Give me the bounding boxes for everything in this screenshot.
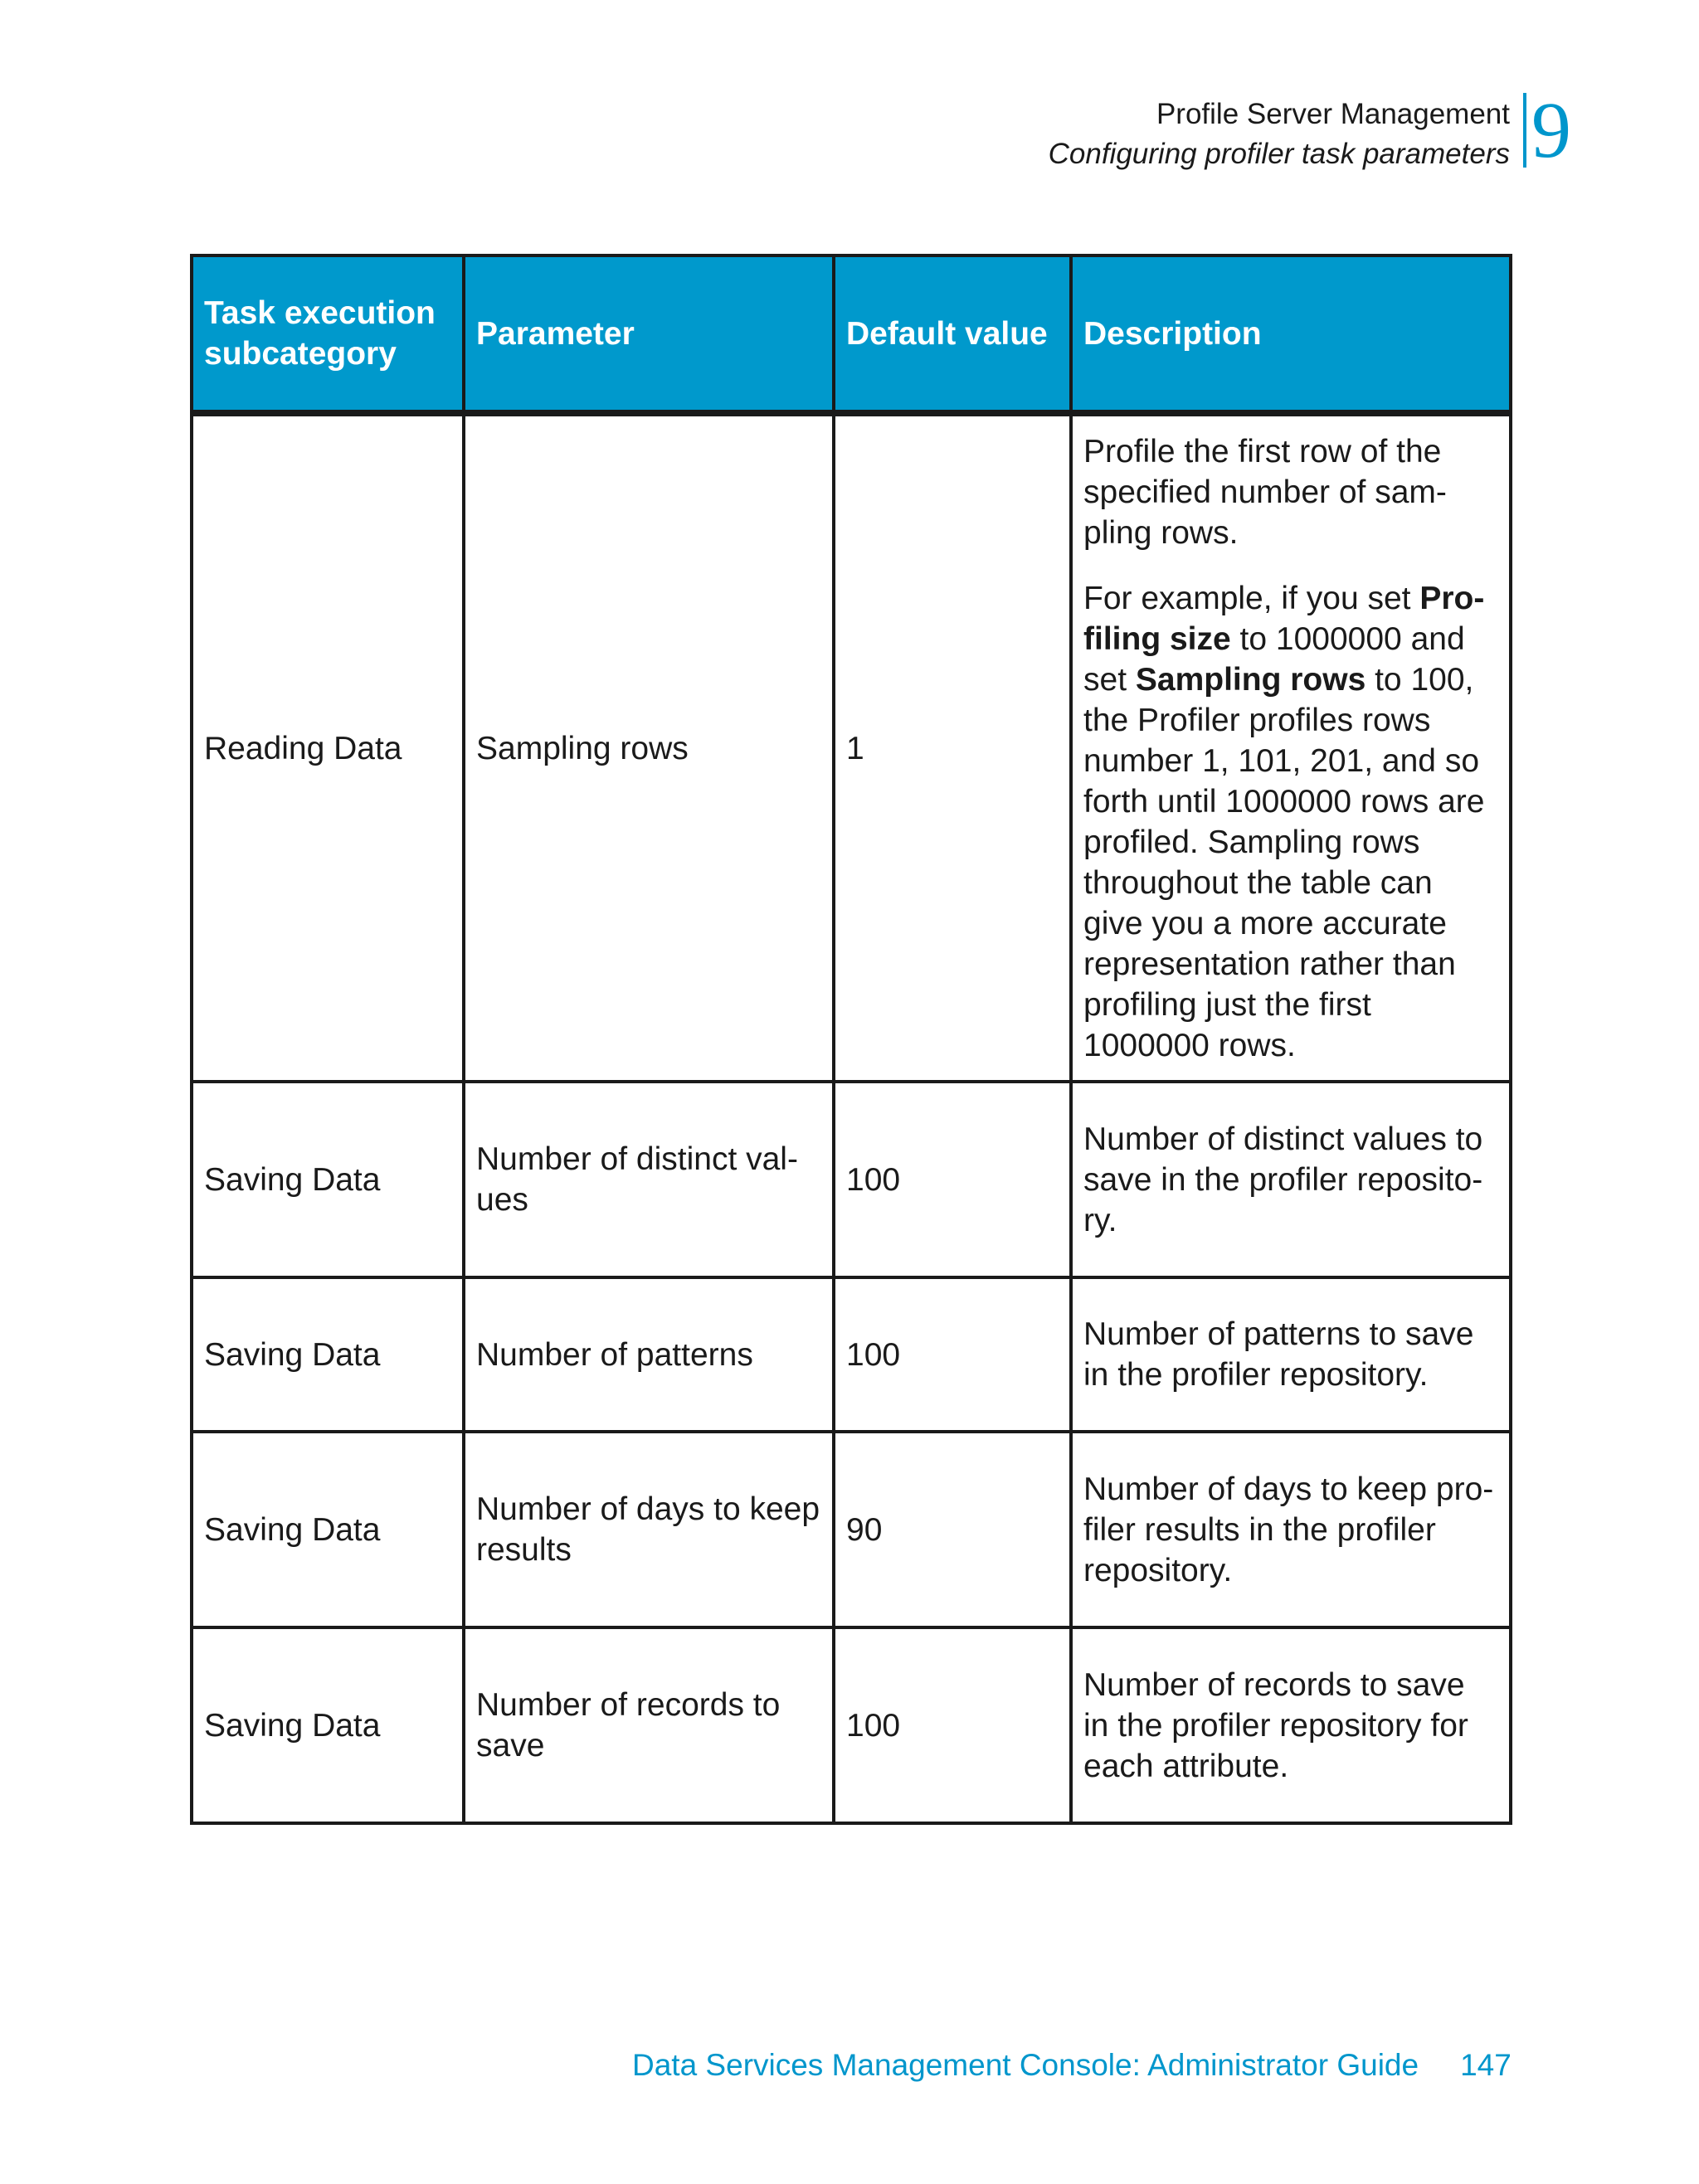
cell-subcategory: Saving Data [192, 1627, 464, 1823]
cell-default-value: 1 [834, 413, 1071, 1082]
running-footer [632, 2045, 1512, 2085]
description-paragraph: Number of patterns to save in the profiler repository. [1083, 1316, 1474, 1393]
table-header-row [192, 255, 1511, 413]
running-header [1049, 95, 1510, 174]
table-row [192, 1277, 1511, 1432]
cell-subcategory: Saving Data [192, 1432, 464, 1627]
cell-description [1071, 1082, 1511, 1277]
chapter-marker [1523, 85, 1571, 174]
cell-parameter: Number of records to save [464, 1627, 834, 1823]
header-section-title: Configuring profiler task parameters [1048, 138, 1510, 170]
cell-default-value: 100 [834, 1627, 1071, 1823]
table-row [192, 1432, 1511, 1627]
description-paragraph: Number of records to save in the profiler repository for each attribute. [1083, 1666, 1468, 1784]
footer-guide-title: Data Services Management Console: Administrator Guide [632, 2048, 1419, 2082]
cell-default-value: 100 [834, 1277, 1071, 1432]
column-header-subcategory: Task execution subcategory [192, 255, 464, 413]
column-header-default-value: Default value [834, 255, 1071, 413]
description-text: to 1000000 and set [1083, 620, 1465, 698]
cell-default-value: 100 [834, 1082, 1071, 1277]
cell-subcategory: Saving Data [192, 1277, 464, 1432]
cell-description [1071, 413, 1511, 1082]
cell-subcategory: Reading Data [192, 413, 464, 1082]
footer-page-number: 147 [1460, 2048, 1512, 2082]
cell-parameter: Number of distinct values [464, 1082, 834, 1277]
description-paragraph [1083, 578, 1498, 1066]
cell-description [1071, 1627, 1511, 1823]
chapter-divider-bar [1523, 93, 1526, 168]
cell-default-value: 90 [834, 1432, 1071, 1627]
cell-description [1071, 1432, 1511, 1627]
cell-parameter: Number of days to keep results [464, 1432, 834, 1627]
description-paragraph: Number of distinct values to save in the profiler repository. [1083, 1121, 1483, 1238]
table-row [192, 1082, 1511, 1277]
profiler-parameters-table [190, 254, 1512, 1825]
cell-parameter: Number of patterns [464, 1277, 834, 1432]
cell-description [1071, 1277, 1511, 1432]
description-bold-term: Profiling size [1083, 580, 1485, 657]
table-row [192, 413, 1511, 1082]
table-row [192, 1627, 1511, 1823]
description-paragraph: Profile the first row of the specified number of sampling rows. [1083, 433, 1447, 551]
description-text: For example, if you set [1083, 580, 1420, 616]
description-text: to 100, the Profiler profiles rows number 1, 101, 201, and so forth until 1000000 rows are profiled. Sampling rows throughout the table can give you a more accurate representation rather than profiling just the first 1000000 rows. [1083, 661, 1485, 1063]
column-header-parameter: Parameter [464, 255, 834, 413]
description-paragraph: Number of days to keep profiler results in the profiler repository. [1083, 1471, 1494, 1588]
cell-parameter: Sampling rows [464, 413, 834, 1082]
header-chapter-title: Profile Server Management [1156, 98, 1510, 130]
description-bold-term: Sampling rows [1135, 661, 1366, 698]
column-header-description: Description [1071, 255, 1511, 413]
cell-subcategory: Saving Data [192, 1082, 464, 1277]
chapter-number: 9 [1531, 85, 1571, 174]
